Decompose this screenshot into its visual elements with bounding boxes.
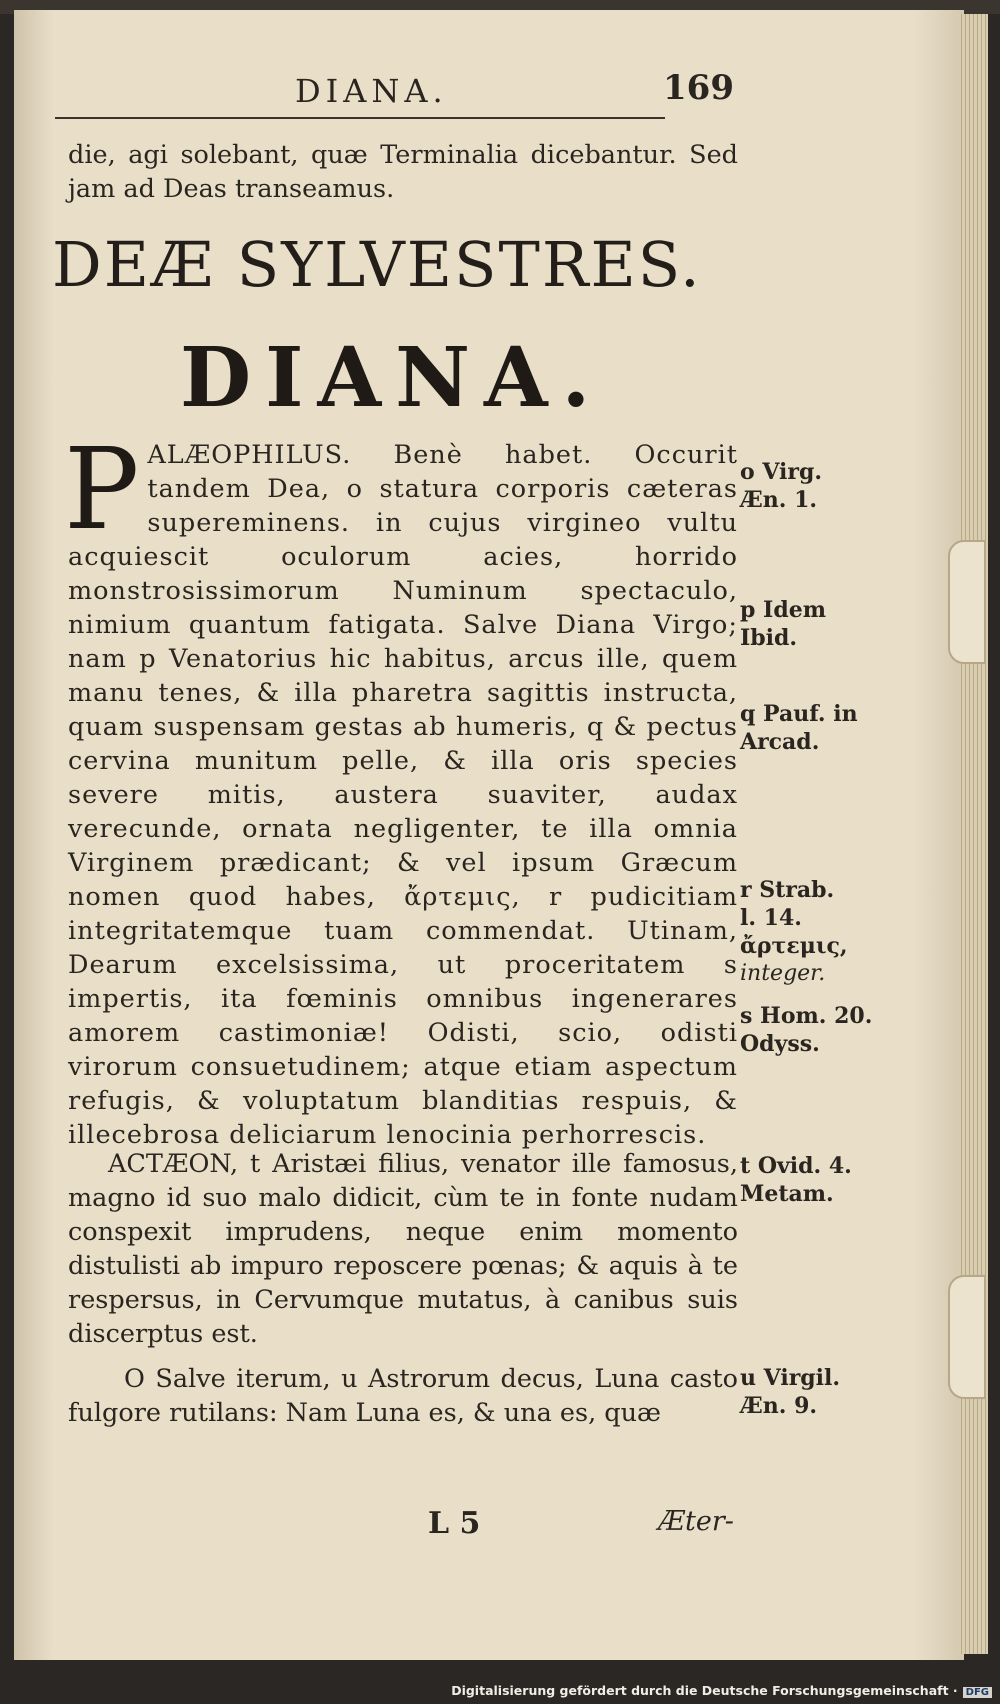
paragraph-palaeophilus <box>64 425 738 1152</box>
page-clip <box>948 540 986 664</box>
page-clip <box>948 1275 986 1399</box>
page-number: 169 <box>663 68 734 108</box>
marginal-note: r Strab. l. 14. ἄρτεμις, integer. <box>740 877 848 986</box>
catchword: Æter- <box>658 1506 734 1537</box>
marginal-note: q Pauf. in Arcad. <box>740 701 858 755</box>
paragraph-text: ALÆOPHILUS. Benè habet. Occurit tandem Dea, o statura corporis cæteras supereminens. in cujus virgineo vultu acquiescit oculorum acies, horrido monstrosissimorum Numinum spectaculo, nimium quantum fatigata. Salve Diana Virgo; nam p Venatorius hic habitus, arcus ille, quem manu tenes, & illa pharetra sagittis instructa, quam suspensam gestas ab humeris, q & pectus cervina munitum pelle, & illa oris species severe mitis, austera suaviter, audax verecunde, ornata negligenter, te illa omnia Virginem prædicant; & vel ipsum Græcum nomen quod habes, ἄρτεμις, r pudicitiam integritatemque tuam commendat. Utinam, Dearum excelsissima, ut proceritatem s impertis, ita fœminis omnibus ingenerares amorem castimoniæ! Odisti, scio, odisti virorum consuetudinem; atque etiam aspectum refugis, & voluptatum blanditias respuis, & illecebrosa deliciarum lenocinia perhorrescis. <box>68 440 738 1150</box>
marginal-note: p Idem Ibid. <box>740 597 826 651</box>
paragraph-luna: O Salve iterum, u Astrorum decus, Luna casto fulgore rutilans: Nam Luna es, & una es, quæ <box>68 1364 738 1428</box>
drop-cap: P <box>64 425 140 555</box>
marginal-note: s Hom. 20. Odyss. <box>740 1003 873 1057</box>
running-title: DIANA. <box>295 72 448 110</box>
credit-text: Digitalisierung gefördert durch die Deutsche Forschungsgemeinschaft · <box>451 1683 958 1698</box>
digitization-credit <box>451 1683 992 1698</box>
marginal-note: u Virgil. Æn. 9. <box>740 1365 841 1419</box>
intro-paragraph: die, agi solebant, quæ Terminalia dicebantur. Sed jam ad Deas transeamus. <box>68 140 738 204</box>
section-title: DIANA. <box>180 330 605 426</box>
paragraph-actaeon: ACTÆON, t Aristæi filius, venator ille famosus, magno id suo malo didicit, cùm te in fonte nudam conspexit imprudens, neque enim momento distulisti ab impuro reposcere pœnas; & aquis à te respersus, in Cervumque mutatus, à canibus suis discerptus est. <box>68 1149 738 1349</box>
marginal-note: t Ovid. 4. Metam. <box>740 1153 852 1207</box>
page-edges <box>958 14 988 1654</box>
running-header <box>55 68 734 113</box>
section-heading: DEÆ SYLVESTRES. <box>52 228 702 301</box>
header-rule <box>55 117 665 119</box>
marginal-note: o Virg. Æn. 1. <box>740 459 823 513</box>
dfg-logo: DFG <box>963 1687 992 1698</box>
signature-mark: L 5 <box>428 1506 481 1541</box>
